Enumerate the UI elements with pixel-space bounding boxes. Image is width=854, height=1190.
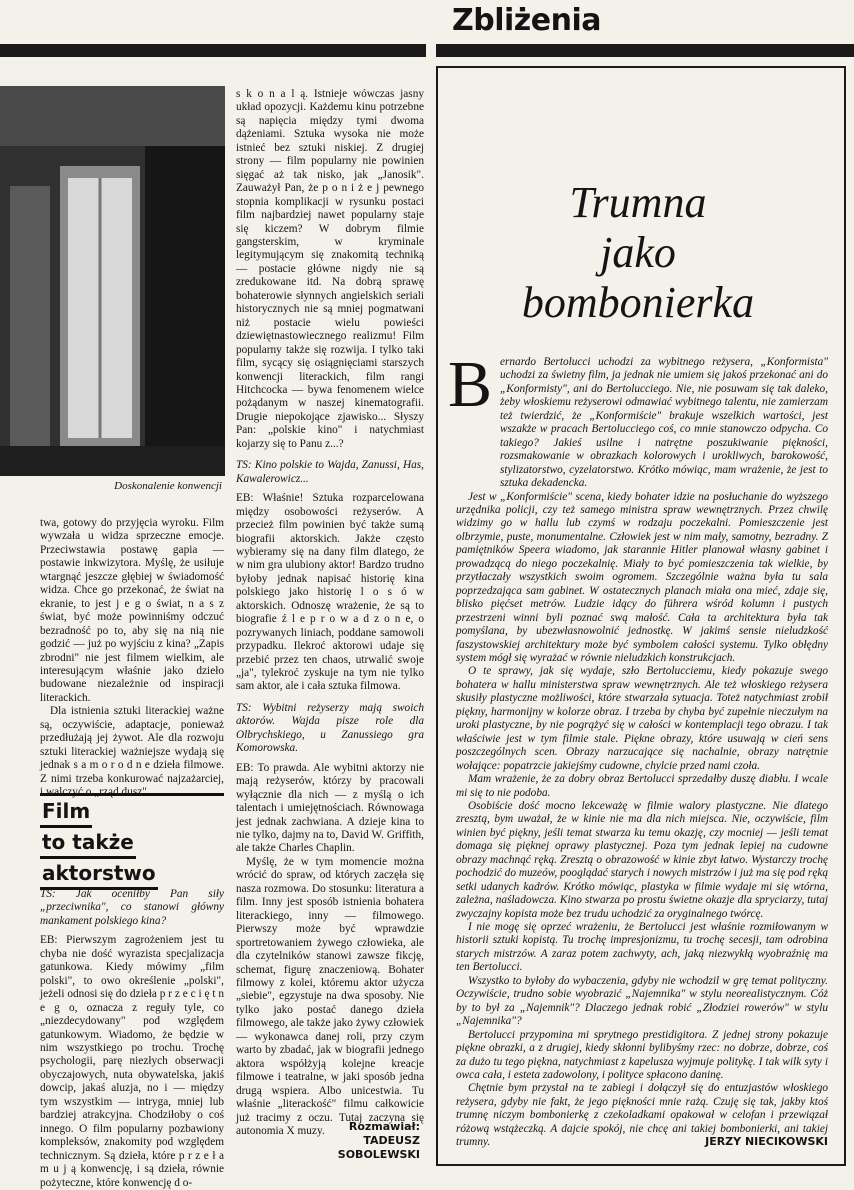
title-line: bombonierka [521, 278, 755, 327]
answer: EB: Pierwszym zagrożeniem jest tu chyba nie dość wyrazista specjalizacja gatunkowa. Kiedy mówimy „film polski", to owo określenie „polski", jeżeli odnosi się do dzieła p r z e c i ę t n e g o, oznacza z reguły tyle, co „niezdecydowany" pod względem gatunkowym. Wiadomo, że będzie w nim wszystkiego po trochu. Trochę psychologii, parę niezłych obserwacji obyczajowych, nuta obywatelska, jakiś dowcip, jakaś aluzja, no i — między tym wszystkim — intryga, mniej lub bardziej atrakcyjna. Chodziłoby o coś innego. O film popularny pozbawiony kompleksów, znakomity pod względem technicznym. Są dzieła, które p r z e ł a m u j ą konwencję, i są dzieła, równie pożyteczne, które konwencję d o- [40, 934, 224, 1189]
film-still-photo [0, 86, 225, 476]
photo-caption: Doskonalenie konwencji [114, 480, 222, 492]
paragraph: Myślę, że w tym momencie można wrócić do spraw, od których zaczęła się nasza rozmowa. Do stosunku: literatura a film. Inny jest sposób istnienia bohatera literackiego, inny — filmowego. Pierwszy może być wprawdzie sportretowaniem żywego człowieka, ale dla czytelników stanowi zawsze fikcję, schemat, figurę znaczeniową. Bohater filmowy z kolei, któremu aktor użycza „siebie", egzystuje na dwa sposoby. Nie tylko jako postać danego dzieła filmowego, ale także jako żywy człowiek — wykonawca danej roli, przy czym warto by zbadać, jak w biografii jednego aktora współżyją kolejne kreacje filmowe i teatralne, w jaki sposób jedna drugą wspiera. Albo unicestwia. Tu właśnie „literackość" filmu całkowicie już tracimy z oczu. Tutaj zaczyna się autonomia X muzy. [236, 855, 424, 1137]
subheading-line: aktorstwo [40, 859, 158, 890]
credit-name-last: SOBOLEWSKI [337, 1148, 420, 1161]
review-body [456, 356, 828, 1150]
section-header: Zbliżenia [452, 3, 601, 38]
paragraph: s k o n a l ą. Istnieje wówczas jasny układ opozycji. Każdemu kinu potrzebne są napięcia między tymi dwoma dążeniami. Sztuka wysoka nie może istnieć bez sztuki niskiej. Z drugiej strony — film popularny nie powinien sięgać aż tak nisko, jak „Janosik". Zauważył Pan, że p o n i ż e j pewnego stopnia komplikacji w rysunku postaci film najbardziej nawet popularny staje się kiczem? W dobrym filmie gangsterskim, w kryminale legitymującym się znakomitą techniką — postacie główne nigdy nie są zredukowane itd. Na dobrą sprawę bohaterowie słynnych angielskich seriali historycznych nie są mniej pogmatwani niż postacie wielu powieści dziewiętnastowiecznego realizmu! Film popularny także się rozwija. I tylko taki film, sycący się osiągnięciami starszych konwencji literackich, film rangi Hitchcocka — bywa fenomenem wielce pożądanym w naszej kinematografii. Drugie niepokojące zjawisko... Słyszy Pan: „polskie kino" i natychmiast kojarzy się to Panu z...? [236, 88, 424, 450]
paragraph: Mam wrażenie, że za dobry obraz Bertolucci sprzedałby duszę diabłu. I wcale mi się to nie podoba. [456, 773, 828, 799]
header-rule-left [0, 44, 426, 57]
paragraph: Dla istnienia sztuki literackiej ważne są, oczywiście, adaptacje, ponieważ przedłużają jej żywot. Ale dla rozwoju sztuki literackiej ważniejsze wydają się jednak s a m o r o d n e dzieła filmowe. Z nimi trzeba konkurować najzażarciej, [40, 705, 224, 785]
question: TS: Jak oceniłby Pan siły „przeciwnika", co stanowi główny mankament polskiego kina? [40, 888, 224, 927]
question: TS: Wybitni reżyserzy mają swoich aktorów. Wajda pisze role dla Olbrychskiego, u Zanussiego gra Komorowska. [236, 701, 424, 755]
interview-column-middle [236, 88, 424, 1138]
paragraph: Chętnie bym przystał na te zabiegi i dołączył się do entuzjastów włoskiego reżysera, gdyby nie fakt, że jego piękności mnie rażą. Czuję się tak, jakby ktoś trumnę niczym bombonierkę z czekoladkami opakował w celofan i przewiązał różową wstążeczką. A dajcie spokój, nie chcę ani takiej bombonierki, ani takiej trumny. [456, 1082, 828, 1149]
answer: EB: To prawda. Ale wybitni aktorzy nie mają reżyserów, którzy by pracowali wyłącznie dla nich — z myślą o ich talentach i umiejętnościach. Równowaga jest jednak zachwiana. A dzieje kina to nie tylko, dajmy na to, David W. Griffith, ale także Charles Chaplin. [236, 761, 424, 855]
paragraph: Bertolucci przypomina mi sprytnego prestidigitora. Z jednej strony pokazuje piękne obrazki, a z drugiej, kiedy skłonni bylibyśmy rzec: no dobrze, dobrze, coś za dużo tu tego piękna, natychmiast z kapelusza wyjmuje politykę. I tak wilk syty i owca cała, i esteta zadowolony, i polityce spłacono daninę. [456, 1028, 828, 1082]
paragraph: ernardo Bertolucci uchodzi za wybitnego reżysera, „Konformista" uchodzi za świetny film, ja jednak nie umiem się jakoś przekonać ani do „Konformisty", ani do Bertolucciego. Nie, nie posuwam się tak daleko, żeby włoskiemu reżyserowi odmawiać wybitnego talentu, nie zamierzam też twierdzić, że „Konformiście" brakuje wszelkich wartości, jest wszakże w pracach Bertolucciego coś, co mnie stanowczo odpycha. Co takiego? Jakieś usilne i natrętne poszukiwanie piękności, rozsmakowanie w obrazkach kolorowych i urokliwych, barokowość, stylizatorstwo, cyzelatorstwo. Krótko mówiąc, mam wrażenie, że jest to sztuka dekadencka. [500, 356, 828, 490]
paragraph: Jest w „Konformiście" scena, kiedy bohater idzie na posłuchanie do wyższego urzędnika policji, czy też samego ministra spraw wewnętrznych. Przez chwilę widzimy go w hallu lub czymś w rodzaju poczekalni. Pomieszczenie jest olbrzymie, puste, monumentalne. Człowiek jest w nim mały, samotny, bezradny. Z pamiętników Speera wiadomo, jak starannie Hitler planował własny gabinet i prowadzącą do niego poczekalnię. Miały to być pomieszczenia tak wielkie, by przytłaczały wszystkich swoim ogromem. Szczególnie ważna była tu sala poprzedzająca sam gabinet. W ostatecznych planach miała ona mieć, zdaje się, blisko pięćset metrów. Ludzie idący do führera wśród kolumn i pustych przestrzeni winni byli poznać swą małość. Cała ta architektura była tak pomyślana, by ubezwłasnowolnić jednostkę. W jakimś sensie nieludzkość faszystowskiej architektury może być symbolem całości systemu. Tylko obłędny system mógł się wyrażać w równie nieludzkich konstrukcjach. [456, 490, 828, 664]
paragraph: Wszystko to byłoby do wybaczenia, gdyby nie wchodzil w grę temat polityczny. Oczywiście, trudno sobie wyobrazić „Najemnika" w stylu neorealistycznym. Cóż by to był za „Najemnik"? Dlaczego jednak robić „Złodziei rowerów" w stylu „Najemnika"? [456, 974, 828, 1028]
title-line: Trumna [569, 178, 707, 227]
interview-column-left-bottom [40, 880, 224, 1190]
answer: EB: Właśnie! Sztuka rozparcelowana między osobowości reżyserów. A przecież film powinien być także sumą biografii aktorskich. Jakże często wybieramy się na dany film dlatego, że w nim gra ulubiony aktor! Bardzo trudno byłoby jednak napisać historię kina polskiego jako historię l o s ó w aktorskich. Odnoszę wrażenie, że są to biografie ź l e p r o w a d z o n e, o pozrywanych liniach, poddane samowoli przypadku. Ilekroć aktorowi udaje się przebić przez ten chaos, utrwalić swoje „ja", tylekroć zyskuje na tym nie tylko sam aktor, ale i cała sztuka filmowa. [236, 492, 424, 693]
subheading-rule [40, 793, 224, 796]
subheading-line: Film [40, 797, 92, 828]
paragraph: I nie mogę się oprzeć wrażeniu, że Bertolucci jest właśnie rozmiłowanym w historii sztuki kopistą. Tu trochę impresjonizmu, tu trochę secesji, tam odrobina starych mistrzów. A zaraz potem zachwyty, ach, jaką niezwykłą wyobraźnię ma ten Bertolucci. [456, 921, 828, 974]
paragraph: twa, gotowy do przyjęcia wyroku. Film wywzała u widza sprzeczne emocje. Przeciwstawia postawę gapia — postawie inkwizytora. Myślę, że usiłuje wtargnąć jeszcze głębiej w świadomość widza. Chce go przekonać, że świat na ekranie, to jest j e g o świat, n a s z świat, być może powinniśmy odczuć bezradność po to, aby się na nią nie godzić — już po wyjściu z kina? „Zapis zbrodni" nie jest filmem wielkim, ale interesującym właśnie jako dzieło budowane niezależnie od inspiracji literackich. [40, 517, 224, 704]
drop-cap: B [448, 348, 493, 421]
review-title [498, 178, 778, 328]
credit-name-first: TADEUSZ [363, 1134, 420, 1147]
question: TS: Kino polskie to Wajda, Zanussi, Has, Kawalerowicz... [236, 459, 424, 485]
subheading-line: to także [40, 828, 136, 859]
review-author: JERZY NIECIKOWSKI [705, 1135, 828, 1148]
subheading [40, 797, 224, 890]
interview-column-left-top [40, 517, 224, 800]
header-rule-right [436, 44, 854, 57]
credit-label: Rozmawiał: [348, 1120, 420, 1133]
paragraph: O te sprawy, jak się wydaje, szło Bertolucciemu, kiedy pokazuje swego bohatera w hallu ministerstwa spraw wewnętrznych. Ale też włoskiego reżysera skusiły plastyczne możliwości, które stwarzała sytuacja. Toteż natychmiast zrobił piękny, harmonijny w kolorze obraz. I trzeba by chyba być zupełnie nieczułym na uroki plastyczne, by nie pogrążyć się w całości w kontemplacji tego obrazu. I tak właściwie jest w tym filmie stale. Piękne obrazy, które usuwają w cień sens poszczególnych scen. Obrazy narzucające się nachalnie, obrazy natrętnie wołające: popatrzcie jakiejśmy cudowne, chylcie przed nami czoła. [456, 665, 828, 772]
title-line: jako [600, 228, 676, 277]
paragraph: Osobiście dość mocno lekceważę w filmie walory plastyczne. Nie dlatego zresztą, bym uważał, że w kinie nie ma dla nich miejsca. Nie, oczywiście, film winien być piękny, jeśli temat stwarza ku temu okazję, czy mocniej — jeśli temat domaga się pięknej oprawy plastycznej. Poza tym jednak lepiej na cudowne obrazy machnąć ręką. Zresztą o obrazowość w kinie zbyt łatwo. Wystarczy trochę pochodzić do muzeów, pooglądać starych i nowych mistrzów i już ma się pod ręką setki udanych kadrów. Krótko mówiąc, plastyka w filmie wydaje mi się wtórna, zależna, naśladowcza. Kino stwarza po prostu świetne okazje dla spryciarzy, tutaj zwyczajny kopista może bez trudu uchodzić za oryginalnego twórcę. [456, 799, 828, 920]
interview-credit [300, 1120, 420, 1162]
film-still-image [0, 86, 225, 476]
